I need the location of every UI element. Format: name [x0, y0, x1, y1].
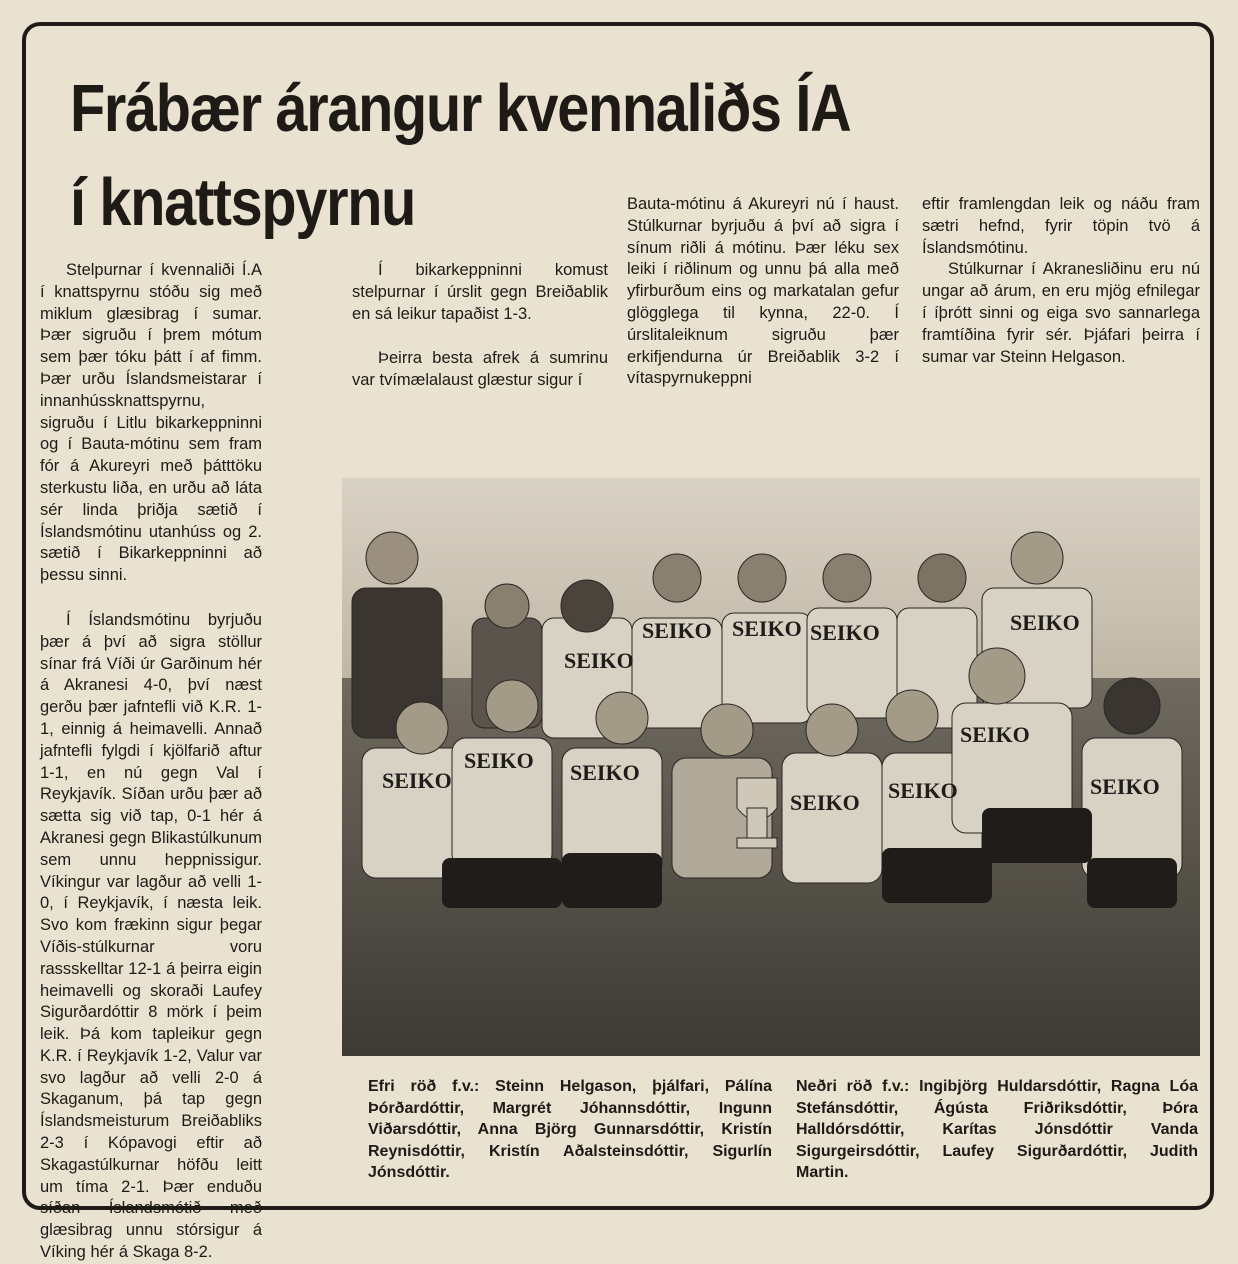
jersey-text: SEIKO [382, 768, 452, 793]
jersey-text: SEIKO [1090, 774, 1160, 799]
article-paragraph: Í Íslandsmótinu byrjuðu þær á því að sigra stöllur sínar frá Víði úr Garðinum hér á Akranesi 4-0, því næst gerðu þær jafntefli við K.R. 1-1, einnig á heimavelli. Annað jafntefli fylgdi í kjölfarið aftur 1-1, en nú gegn Val í Reykjavík. Síðan urðu þær að sætta sig við tap, 0-1 hér á Akranesi gegn Blikastúlkunum sem unnu heppnissigur. Víkingur var lagður að velli 1-0, í Reykjavík, í næsta leik. Svo kom frækinn sigur þegar Víðis-stúlkurnar voru rassskelltar 12-1 á þeirra eigin heimavelli og skoraði Laufey Sigurðardóttir 8 mörk í þeim leik. Þá kom tapleikur gegn K.R. í Reykjavík 1-2, Valur var svo lagður að velli 2-0 á Skaganum, þá tap gegn Íslandsmeisturum Breiðabliks 2-3 í Kópavogi eftir að Skagastúlkurnar höfðu leitt um tíma 2-1. Þær enduðu síðan Íslandsmótið með glæsibrag unnu stórsigur á Víking hér á Skaga 8-2. [40, 610, 262, 1262]
article-paragraph: Stúlkurnar í Akranesliðinu eru nú ungar að árum, en eru mjög efnilegar í íþrótt sinni og eiga svo sannarlega framtíðina fyrir sér. Þjáfari þeirra í sumar var Steinn Helgason. [922, 260, 1200, 366]
headline-line-1: Frábær árangur kvennaliðs ÍA [70, 71, 851, 146]
article-paragraph: Bauta-mótinu á Akureyri nú í haust. Stúlkurnar byrjuðu á því að sigra í sínum riðli á mótinu. Þær léku sex leiki í riðlinum og unnu þá alla með yfirburðum eins og markatalan gefur glögglega til kynna, 22-0. Í úrslitaleiknum sigruðu þær erkifjendurna úr Breiðablik 3-2 í vítaspyrnukeppni [627, 195, 899, 388]
team-photo [342, 478, 1200, 1056]
jersey-text: SEIKO [564, 648, 634, 673]
jersey-text: SEIKO [642, 618, 712, 643]
article-paragraph: Í bikarkeppninni komust stelpurnar í úrslit gegn Breiðablik en sá leikur tapaðist 1-3. [352, 261, 608, 323]
article-paragraph: eftir framlengdan leik og náðu fram sætri hefnd, fyrir töpin tvö á Íslandsmótinu. [922, 195, 1200, 257]
jersey-text: SEIKO [888, 778, 958, 803]
headline-line-2: í knattspyrnu [70, 165, 416, 240]
article-paragraph: Stelpurnar í kvennaliði Í.A í knattspyrnu stóðu sig með miklum glæsibrag í sumar. Þær sigruðu í þrem mótum sem þær tóku þátt í af fimm. Þær urðu Íslandsmeistarar í innanhússknattspyrnu, sigruðu í Litlu bikarkeppninni og í Bauta-mótinu sem fram fór á Akureyri með þátttöku sterkustu liða, en urðu að láta sér linda þriðja sætið í Íslandsmótinu utanhúss og 2. sætið í Bikarkeppninni að þessu sinni. [40, 261, 262, 585]
jersey-text: SEIKO [570, 760, 640, 785]
jersey-text: SEIKO [1010, 610, 1080, 635]
article-column-3 [627, 194, 899, 390]
jersey-text: SEIKO [790, 790, 860, 815]
article-column-2 [352, 260, 608, 392]
photo-caption-bottom-row: Neðri röð f.v.: Ingibjörg Huldarsdóttir, Ragna Lóa Stefánsdóttir, Ágústa Friðriksdóttir, Þóra Halldórsdóttir, Karítas Jónsdóttir Vanda Sigurgeirsdóttir, Laufey Sigurðardóttir, Judith Martin. [796, 1078, 1198, 1182]
photo-caption-top-row: Efri röð f.v.: Steinn Helgason, þjálfari, Pálína Þórðardóttir, Margrét Jóhannsdóttir, Ingunn Viðarsdóttir, Anna Björg Gunnarsdóttir, Kristín Reynisdóttir, Kristín Aðalsteinsdóttir, Sigurlín Jónsdóttir. [368, 1078, 772, 1182]
jersey-text: SEIKO [960, 722, 1030, 747]
jersey-text: SEIKO [464, 748, 534, 773]
article-column-4 [922, 194, 1200, 368]
jersey-text: SEIKO [810, 620, 880, 645]
team-photo-illustration [342, 478, 1200, 1056]
article-column-1 [40, 260, 262, 1264]
jersey-text: SEIKO [732, 616, 802, 641]
article-paragraph: Þeirra besta afrek á sumrinu var tvímælalaust glæstur sigur í [352, 349, 608, 390]
